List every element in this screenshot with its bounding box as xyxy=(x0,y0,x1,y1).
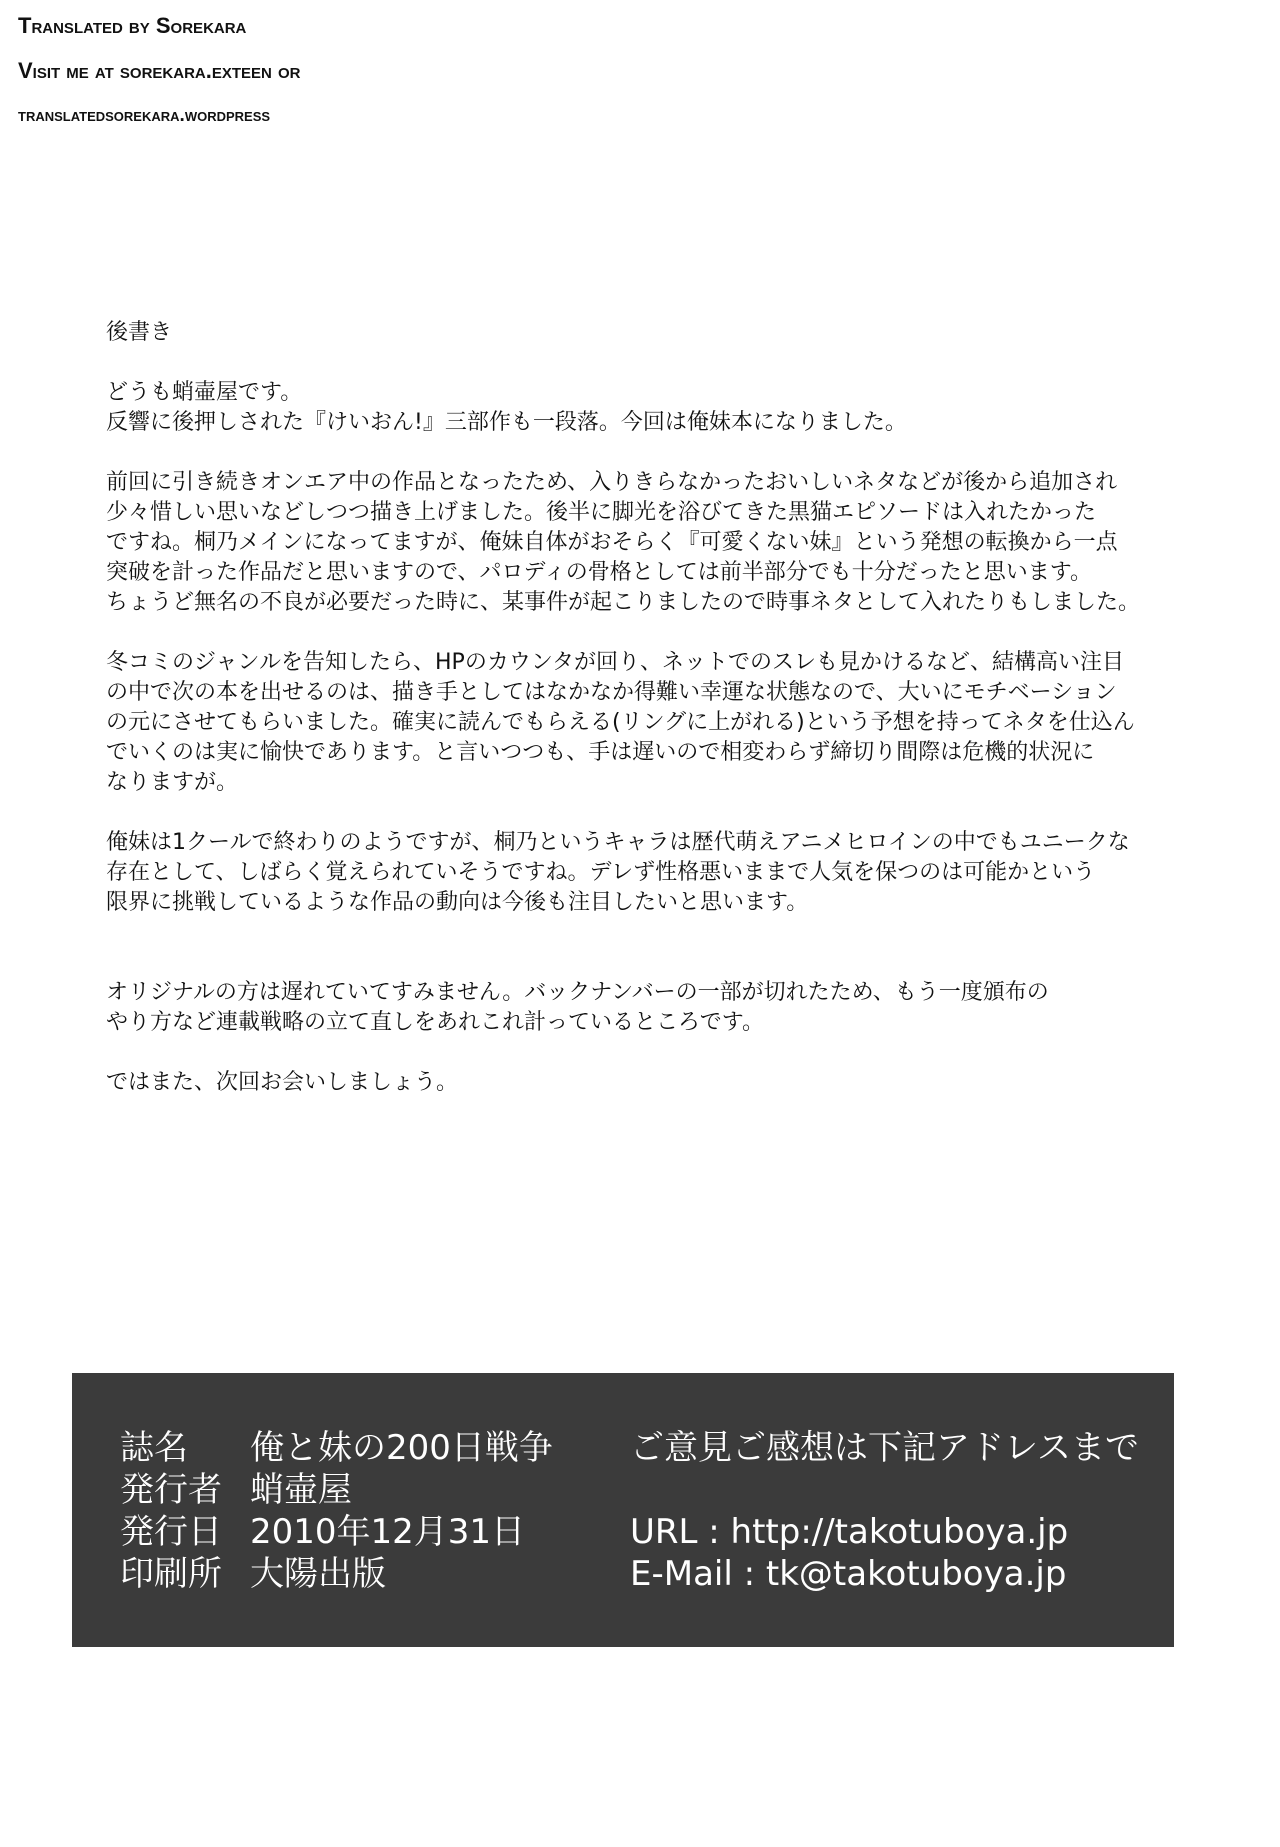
colophon-row-publisher xyxy=(120,1469,553,1511)
afterword-line: どうも蛸壷屋です。 xyxy=(106,380,303,405)
afterword-line: 前回に引き続きオンエア中の作品となったため、入りきらなかったおいしいネタなどが後から追加され xyxy=(106,470,1118,495)
afterword-paragraph xyxy=(106,378,1156,438)
afterword-line: でいくのは実に愉快であります。と言いつつも、手は遅いので相変わらず締切り間際は危機的状況に xyxy=(106,740,1095,765)
colophon-key: 発行者 xyxy=(120,1470,222,1510)
colophon-value: 2010年12月31日 xyxy=(250,1512,526,1552)
afterword-line: やり方など連載戦略の立て直しをあれこれ計っているところです。 xyxy=(106,1010,765,1035)
afterword-line: オリジナルの方は遅れていてすみません。バックナンバーの一部が切れたため、もう一度頒布の xyxy=(106,980,1049,1005)
afterword-line: ではまた、次回お会いしましょう。 xyxy=(106,1070,459,1095)
colophon-box xyxy=(72,1373,1174,1647)
contact-email: E-Mail : tk@takotuboya.jp xyxy=(630,1554,1067,1594)
afterword-paragraph xyxy=(106,648,1156,798)
credit-line-visit: Visit me at sorekara.exteen or xyxy=(18,58,301,83)
contact-heading: ご意見ご感想は下記アドレスまで xyxy=(630,1428,1139,1468)
afterword-line: ですね。桐乃メインになってますが、俺妹自体がおそらく『可愛くない妹』という発想の転換から一点 xyxy=(106,530,1118,555)
afterword-line: なりますが。 xyxy=(106,770,239,795)
afterword-title: 後書き xyxy=(106,320,173,345)
colophon-contact xyxy=(630,1427,1139,1595)
afterword-line: 突破を計った作品だと思いますので、パロディの骨格としては前半部分でも十分だったと思います。 xyxy=(106,560,1093,585)
colophon-row-title xyxy=(120,1427,553,1469)
colophon-row-printer xyxy=(120,1553,553,1595)
afterword-line: 反響に後押しされた『けいおん!』三部作も一段落。今回は俺妹本になりました。 xyxy=(106,410,907,435)
afterword-line: 少々惜しい思いなどしつつ描き上げました。後半に脚光を浴びてきた黒猫エピソードは入れたかった xyxy=(106,500,1097,525)
translator-credits xyxy=(18,14,300,149)
afterword-paragraph xyxy=(106,828,1156,918)
afterword-line: の元にさせてもらいました。確実に読んでもらえる(リングに上がれる)という予想を持ってネタを仕込ん xyxy=(106,710,1135,735)
afterword-line: 冬コミのジャンルを告知したら、HPのカウンタが回り、ネットでのスレも見かけるなど、結構高い注目 xyxy=(106,650,1124,675)
contact-url: URL : http://takotuboya.jp xyxy=(630,1512,1069,1552)
colophon-row-date xyxy=(120,1511,553,1553)
colophon-key: 印刷所 xyxy=(120,1554,222,1594)
colophon-key: 誌名 xyxy=(120,1428,188,1468)
afterword-paragraph xyxy=(106,468,1156,618)
afterword-paragraph xyxy=(106,1068,1156,1098)
afterword-line: ちょうど無名の不良が必要だった時に、某事件が起こりましたので時事ネタとして入れたりもしました。 xyxy=(106,590,1141,615)
colophon-value: 蛸壷屋 xyxy=(250,1470,352,1510)
colophon-details xyxy=(120,1427,553,1595)
credit-line-translator: Translated by Sorekara xyxy=(18,13,247,38)
afterword-line: 存在として、しばらく覚えられていそうですね。デレず性格悪いままで人気を保つのは可能かという xyxy=(106,860,1096,885)
afterword-line: 限界に挑戦しているような作品の動向は今後も注目したいと思います。 xyxy=(106,890,809,915)
colophon-key: 発行日 xyxy=(120,1512,222,1552)
afterword-line: の中で次の本を出せるのは、描き手としてはなかなか得難い幸運な状態なので、大いにモチベーション xyxy=(106,680,1117,705)
afterword-line: 俺妹は1クールで終わりのようですが、桐乃というキャラは歴代萌えアニメヒロインの中でもユニークな xyxy=(106,830,1130,855)
colophon-value: 俺と妹の200日戦争 xyxy=(250,1428,553,1468)
afterword-section xyxy=(106,318,1156,1128)
afterword-paragraph xyxy=(106,978,1156,1038)
colophon-value: 大陽出版 xyxy=(250,1554,386,1594)
credit-line-wordpress: translatedsorekara.wordpress xyxy=(18,105,271,126)
